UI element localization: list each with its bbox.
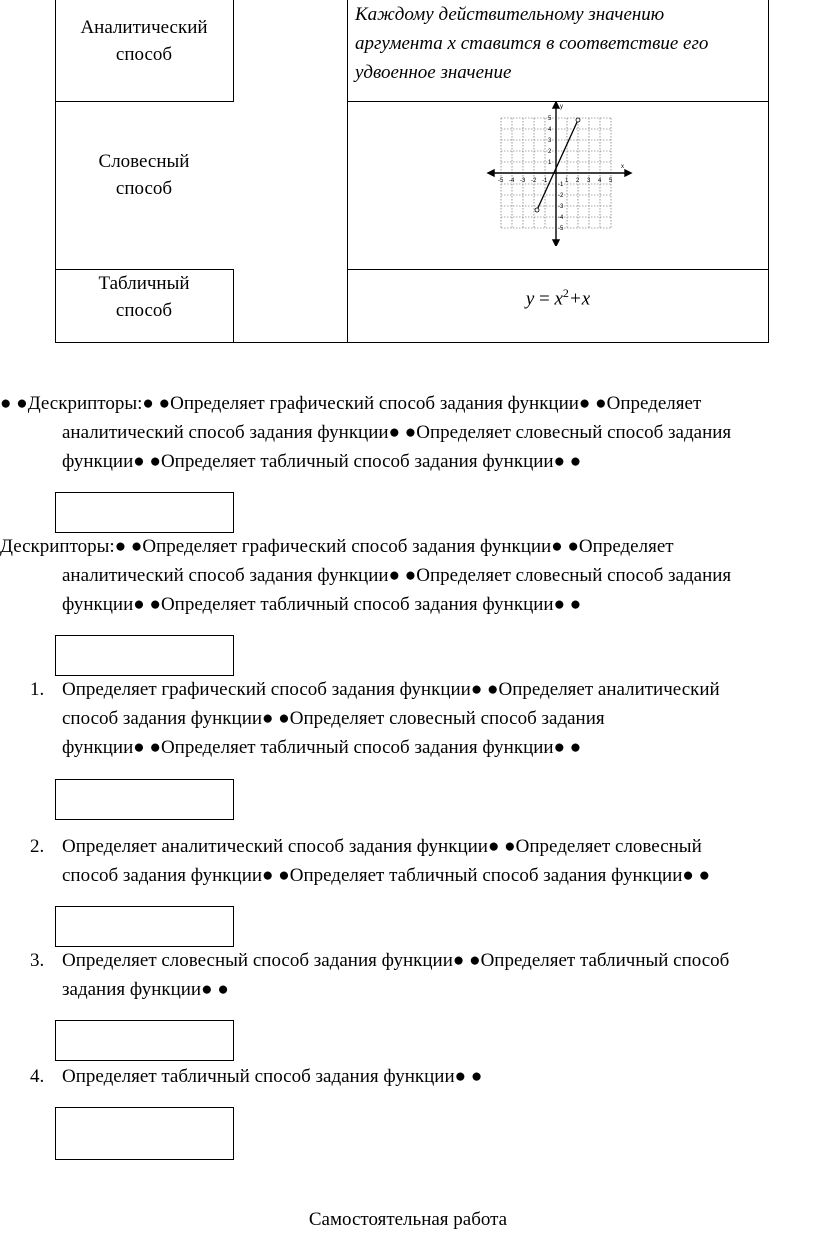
description-line1: Каждому действительному значению	[355, 4, 665, 25]
y-tick-label: 1	[548, 160, 552, 166]
formula-eq: =	[539, 288, 550, 310]
row-label-tabular-line1: Табличный	[98, 273, 190, 294]
answer-box-2[interactable]	[55, 635, 234, 676]
col-divider-1b	[233, 270, 234, 343]
answer-box-6[interactable]	[55, 1107, 234, 1160]
p1-line2: аналитический способ задания функции● ●Определяет словесный способ задания	[62, 422, 732, 443]
row-label-analytic-line1: Аналитический	[80, 17, 208, 38]
col-divider-1a	[233, 0, 234, 101]
item-number-4: 4.	[30, 1066, 45, 1087]
item-1-line3: функции● ●Определяет табличный способ задания функции● ●	[62, 737, 582, 758]
item-3-line1: Определяет словесный способ задания функции● ●Определяет табличный способ	[62, 950, 730, 971]
item-3-line2: задания функции● ●	[62, 979, 229, 1000]
y-tick-label: -5	[558, 226, 564, 232]
item-2-line2: способ задания функции● ●Определяет табличный способ задания функции● ●	[62, 865, 711, 886]
footer-title: Самостоятельная работа	[308, 1209, 508, 1230]
y-tick-label: 2	[548, 149, 552, 155]
row-divider-left-1	[55, 101, 234, 102]
item-number-2: 2.	[30, 836, 45, 857]
y-axis-label: y	[560, 104, 563, 110]
y-tick-label: -1	[558, 182, 564, 188]
formula-plus-x: +x	[568, 288, 591, 310]
item-number-3: 3.	[30, 950, 45, 971]
formula-x: x	[554, 288, 563, 310]
row-label-verbal-line2: способ	[115, 178, 173, 199]
formula-y: y	[525, 288, 535, 310]
graph-open-point-end	[576, 118, 580, 122]
y-tick-label: -3	[558, 204, 564, 210]
x-tick-label: 1	[565, 178, 569, 184]
graph-open-point-start	[535, 208, 539, 212]
x-tick-label: 2	[576, 178, 580, 184]
p1-line1: ● ●Дескрипторы:● ●Определяет графический способ задания функции● ●Определяет	[0, 393, 702, 414]
formula	[347, 286, 769, 310]
y-tick-label: 4	[548, 127, 552, 133]
function-graph	[485, 101, 635, 246]
row-label-analytic	[55, 14, 233, 68]
x-tick-label: -5	[498, 178, 504, 184]
p2-line1: Дескрипторы:● ●Определяет графический способ задания функции● ●Определяет	[0, 536, 674, 557]
p1-line3: функции● ●Определяет табличный способ задания функции● ●	[62, 451, 582, 472]
answer-box-5[interactable]	[55, 1020, 234, 1061]
item-4-line1: Определяет табличный способ задания функции● ●	[62, 1066, 483, 1087]
descriptors-paragraph-1	[0, 389, 701, 418]
x-tick-label: -3	[520, 178, 526, 184]
answer-box-1[interactable]	[55, 492, 234, 533]
item-2-line1: Определяет аналитический способ задания функции● ●Определяет словесный	[62, 836, 702, 857]
y-tick-label: 3	[548, 138, 552, 144]
x-axis-label: x	[621, 164, 624, 170]
answer-box-3[interactable]	[55, 779, 234, 820]
p2-line2: аналитический способ задания функции● ●Определяет словесный способ задания	[62, 565, 732, 586]
row-label-tabular-line2: способ	[115, 300, 173, 321]
y-tick-label: 5	[548, 116, 552, 122]
formula-exponent: 2	[562, 286, 569, 300]
description-line3: удвоенное значение	[355, 62, 512, 83]
row-divider-right-2	[347, 269, 769, 270]
answer-box-4[interactable]	[55, 906, 234, 947]
x-tick-label: -1	[542, 178, 548, 184]
x-tick-label: -4	[509, 178, 515, 184]
x-tick-label: 5	[609, 178, 613, 184]
y-tick-label: -2	[558, 193, 564, 199]
item-1-line2: способ задания функции● ●Определяет словесный способ задания	[62, 708, 605, 729]
item-number-1: 1.	[30, 679, 45, 700]
y-tick-label: -4	[558, 215, 564, 221]
row-label-analytic-line2: способ	[115, 44, 173, 65]
row-label-tabular	[55, 270, 233, 324]
x-tick-label: 3	[587, 178, 591, 184]
item-1-line1: Определяет графический способ задания функции● ●Определяет аналитический	[62, 679, 720, 700]
methods-table	[55, 0, 769, 343]
description-line2: аргумента x ставится в соответствие его	[355, 33, 709, 54]
p2-line3: функции● ●Определяет табличный способ задания функции● ●	[62, 594, 582, 615]
analytic-description	[355, 0, 765, 87]
table-border-bottom	[55, 342, 769, 343]
x-tick-label: -2	[531, 178, 537, 184]
x-tick-label: 4	[598, 178, 602, 184]
row-label-verbal	[55, 148, 233, 202]
row-label-verbal-line1: Словесный	[98, 151, 190, 172]
